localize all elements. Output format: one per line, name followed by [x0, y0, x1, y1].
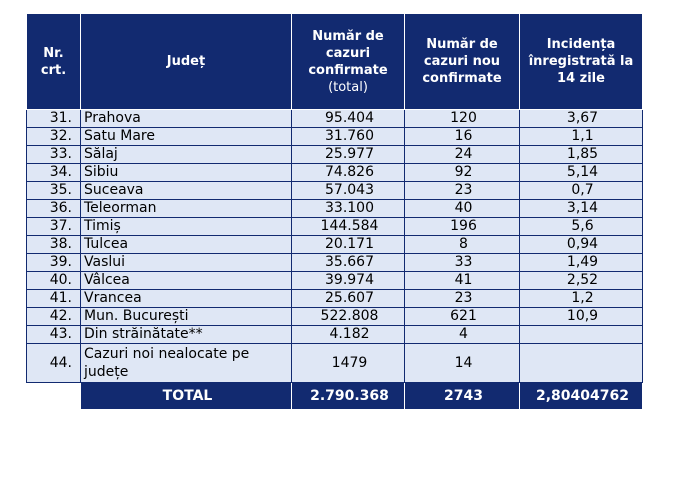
- row-new: 23: [405, 290, 520, 308]
- row-confirmed: 1479: [292, 344, 405, 383]
- table-row: [27, 182, 643, 200]
- row-new: 8: [405, 236, 520, 254]
- row-incidence: 3,67: [520, 110, 643, 128]
- table-row: [27, 200, 643, 218]
- row-incidence: 1,85: [520, 146, 643, 164]
- table-row: [27, 254, 643, 272]
- row-confirmed: 31.760: [292, 128, 405, 146]
- row-confirmed: 25.977: [292, 146, 405, 164]
- row-county: Vaslui: [81, 254, 292, 272]
- row-county: Satu Mare: [81, 128, 292, 146]
- header-new: Număr de cazuri nou confirmate: [405, 14, 520, 110]
- table-row: [27, 308, 643, 326]
- row-confirmed: 74.826: [292, 164, 405, 182]
- row-incidence: 5,14: [520, 164, 643, 182]
- header-confirmed: [292, 14, 405, 110]
- row-new: 92: [405, 164, 520, 182]
- table-row: [27, 110, 643, 128]
- row-incidence: [520, 326, 643, 344]
- table-row: [27, 164, 643, 182]
- header-confirmed-main: Număr de cazuri confirmate: [308, 28, 388, 78]
- total-row: [27, 383, 643, 410]
- row-nr: 40.: [27, 272, 81, 290]
- row-county: Suceava: [81, 182, 292, 200]
- row-nr: 31.: [27, 110, 81, 128]
- row-incidence: 10,9: [520, 308, 643, 326]
- row-county: Sălaj: [81, 146, 292, 164]
- row-incidence: [520, 344, 643, 383]
- row-incidence: 3,14: [520, 200, 643, 218]
- row-county: Timiș: [81, 218, 292, 236]
- row-confirmed: 57.043: [292, 182, 405, 200]
- row-confirmed: 33.100: [292, 200, 405, 218]
- row-nr: 37.: [27, 218, 81, 236]
- table-body: [27, 110, 643, 410]
- row-county: Din străinătate**: [81, 326, 292, 344]
- header-nr: Nr. crt.: [27, 14, 81, 110]
- header-judet: Județ: [81, 14, 292, 110]
- row-nr: 42.: [27, 308, 81, 326]
- row-incidence: 1,1: [520, 128, 643, 146]
- row-nr: 32.: [27, 128, 81, 146]
- row-incidence: 0,7: [520, 182, 643, 200]
- row-incidence: 5,6: [520, 218, 643, 236]
- row-new: 41: [405, 272, 520, 290]
- total-blank-cell: [27, 383, 81, 410]
- row-nr: 36.: [27, 200, 81, 218]
- table-row: [27, 146, 643, 164]
- header-incidence: Incidența înregistrată la 14 zile: [520, 14, 643, 110]
- row-incidence: 0,94: [520, 236, 643, 254]
- row-incidence: 2,52: [520, 272, 643, 290]
- total-incidence: 2,80404762: [520, 383, 643, 410]
- row-new: 120: [405, 110, 520, 128]
- row-confirmed: 144.584: [292, 218, 405, 236]
- table-row: [27, 272, 643, 290]
- row-county: Cazuri noi nealocate pe județe: [81, 344, 292, 383]
- row-new: 16: [405, 128, 520, 146]
- table-row: [27, 290, 643, 308]
- total-new: 2743: [405, 383, 520, 410]
- row-new: 33: [405, 254, 520, 272]
- table-row: [27, 344, 643, 383]
- row-new: 23: [405, 182, 520, 200]
- row-county: Sibiu: [81, 164, 292, 182]
- row-confirmed: 20.171: [292, 236, 405, 254]
- table-row: [27, 218, 643, 236]
- row-confirmed: 35.667: [292, 254, 405, 272]
- row-nr: 39.: [27, 254, 81, 272]
- covid-county-table: [26, 13, 643, 410]
- row-nr: 43.: [27, 326, 81, 344]
- row-incidence: 1,49: [520, 254, 643, 272]
- table-row: [27, 236, 643, 254]
- table-row: [27, 326, 643, 344]
- row-nr: 33.: [27, 146, 81, 164]
- row-county: Mun. București: [81, 308, 292, 326]
- row-new: 40: [405, 200, 520, 218]
- row-new: 14: [405, 344, 520, 383]
- row-confirmed: 4.182: [292, 326, 405, 344]
- header-row: [27, 14, 643, 110]
- total-label: TOTAL: [81, 383, 292, 410]
- row-new: 4: [405, 326, 520, 344]
- row-nr: 44.: [27, 344, 81, 383]
- row-county: Prahova: [81, 110, 292, 128]
- total-confirmed: 2.790.368: [292, 383, 405, 410]
- row-confirmed: 522.808: [292, 308, 405, 326]
- row-nr: 41.: [27, 290, 81, 308]
- row-nr: 35.: [27, 182, 81, 200]
- covid-county-table-container: [26, 13, 642, 410]
- row-confirmed: 39.974: [292, 272, 405, 290]
- row-county: Tulcea: [81, 236, 292, 254]
- row-nr: 38.: [27, 236, 81, 254]
- row-nr: 34.: [27, 164, 81, 182]
- row-incidence: 1,2: [520, 290, 643, 308]
- row-county: Teleorman: [81, 200, 292, 218]
- row-confirmed: 95.404: [292, 110, 405, 128]
- row-new: 621: [405, 308, 520, 326]
- row-confirmed: 25.607: [292, 290, 405, 308]
- row-county: Vâlcea: [81, 272, 292, 290]
- table-row: [27, 128, 643, 146]
- row-new: 24: [405, 146, 520, 164]
- row-new: 196: [405, 218, 520, 236]
- header-confirmed-sub: (total): [328, 79, 368, 95]
- row-county: Vrancea: [81, 290, 292, 308]
